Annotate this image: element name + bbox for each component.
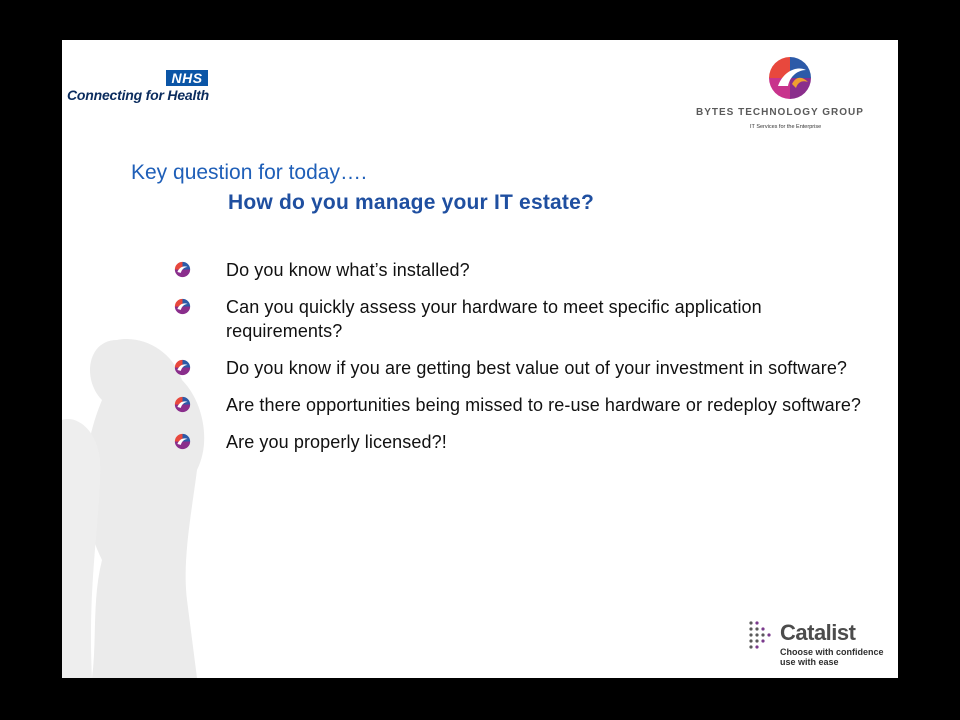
catalist-name: Catalist — [780, 620, 856, 645]
bytes-subtitle: IT Services for the Enterprise — [750, 124, 822, 130]
bullet-text: Do you know if you are getting best value out of your investment in software? — [226, 358, 848, 378]
catalist-tagline-line-2: use with ease — [780, 657, 839, 667]
catalist-tagline-line-1: Choose with confidence — [780, 647, 884, 657]
list-item — [174, 393, 874, 417]
bytes-company-name: BYTES TECHNOLOGY GROUP — [696, 107, 864, 118]
heading-line-1: Key question for today…. — [131, 161, 367, 184]
question-list — [174, 258, 874, 467]
bullet-text: Are you properly licensed?! — [226, 432, 447, 452]
heading-line-2: How do you manage your IT estate? — [228, 191, 594, 214]
bullet-text: Can you quickly assess your hardware to meet specific application requirements? — [226, 297, 762, 341]
pie-swirl-icon — [174, 261, 191, 278]
bytes-logo — [696, 56, 892, 136]
catalist-logo — [748, 618, 898, 674]
bullet-text: Do you know what’s installed? — [226, 260, 470, 280]
slide — [62, 40, 898, 678]
nhs-logo — [67, 70, 217, 106]
list-item — [174, 430, 874, 454]
chevron-arrows-icon — [748, 620, 776, 650]
pie-swirl-icon — [174, 298, 191, 315]
pie-swirl-icon — [174, 396, 191, 413]
list-item — [174, 356, 874, 380]
pie-swirl-icon — [174, 359, 191, 376]
catalist-tagline — [780, 647, 898, 667]
list-item — [174, 258, 874, 282]
bullet-text: Are there opportunities being missed to re-use hardware or redeploy software? — [226, 395, 862, 415]
list-item — [174, 295, 874, 343]
pie-swirl-icon — [174, 433, 191, 450]
bytes-swirl-icon — [768, 56, 812, 100]
nhs-tagline: Connecting for Health — [67, 87, 210, 103]
nhs-badge: NHS — [166, 70, 208, 86]
